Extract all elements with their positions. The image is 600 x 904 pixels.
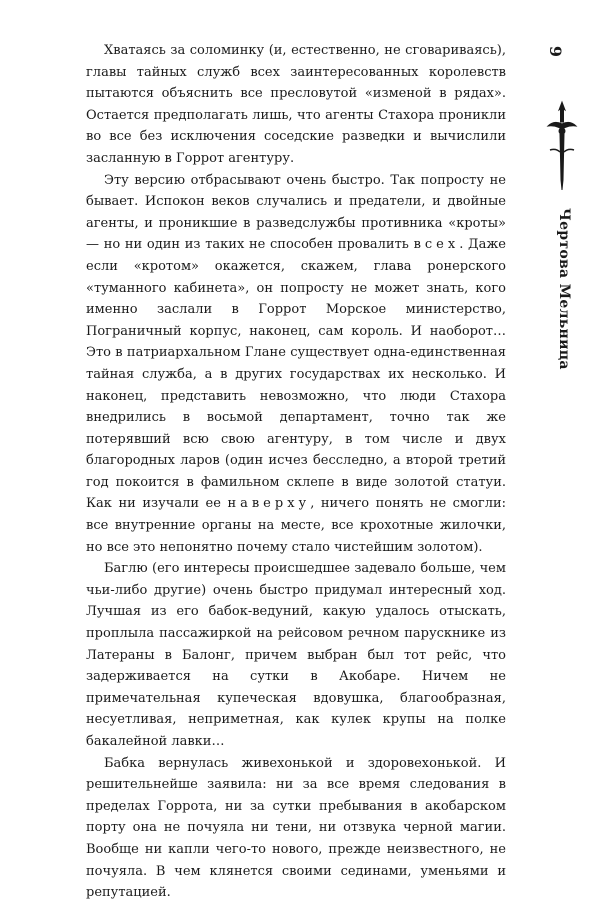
side-margin [536, 30, 586, 390]
dagger-ornament-icon [542, 98, 582, 194]
paragraph-2-part-c: , ничего понять не смогли: все внутренние органы на месте, все крохотные жилочки, но все это непонятно почему стало чистейшим золотом). [86, 496, 507, 555]
paragraph-2-spaced-word-2: наверху [227, 496, 311, 512]
running-title: Чертова Мельница [556, 208, 572, 370]
paragraph-2-part-a: Эту версию отбрасывают очень быстро. Так попросту не бывает. Испокон веков случались и предатели, и двойные агенты, и проникшие в разведслужбы противника «кроты» — но ни один из таких не способен провалить [86, 172, 506, 253]
page-number: 9 [546, 45, 566, 58]
paragraph-4: Бабка вернулась живехонькой и здоровехонькой. И решительнейше заявила: ни за все время следования в пределах Горрота, ни за сутки пребывания в акобарском порту она не почуяла ни тени, ни отзвука черной магии. Вообще ни капли чего-то нового, прежде неизвестного, не почуяла. В чем клянется своими сединами, уменьями и репутацией. [86, 755, 506, 901]
paragraph-2 [86, 170, 506, 559]
paragraph-3: Баглю (его интересы происшедшее задевало больше, чем чьи-либо другие) очень быстро придумал интересный ход. Лучшая из его бабок-ведуний, какую удалось отыскать, проплыла пассажиркой на рейсовом речном парускнике из Латераны в Балонг, причем выбран был тот рейс, что задерживается на сутки в Акобаре. Ничем не примечательная купеческая вдовушка, благообразная, несуетливая, неприметная, как кулек крупы на полке бакалейной лавки… [86, 561, 506, 749]
paragraph-1: Хватаясь за соломинку (и, естественно, не сговариваясь), главы тайных служб всех заинтересованных королевств пытаются объяснить все пресловутой «изменой в рядах». Остается предполагать лишь, что агенты Стахора проникли во все без исключения соседские разведки и вычислили засланную в Горрот агентуру. [86, 43, 506, 166]
body-text [86, 40, 506, 904]
paragraph-2-spaced-word: всех [413, 237, 460, 253]
paragraph-2-part-b: . Даже если «кротом» окажется, скажем, глава ронерского «туманного кабинета», он попросту не может знать, кого именно заслали в Горрот Морское министерство, Пограничный корпус, наконец, сам король. И наоборот… Это в патриархальном Глане существует одна-единственная тайная служба, а в других государствах их несколько. И наконец, представить невозможно, что люди Стахора внедрились в восьмой департамент, точно так же потерявший всю свою агентуру, в том числе и двух благородных ларов (один исчез бесследно, а второй третий год покоится в фамильном склепе в виде золотой статуи. Как ни изучали ее [86, 237, 506, 512]
